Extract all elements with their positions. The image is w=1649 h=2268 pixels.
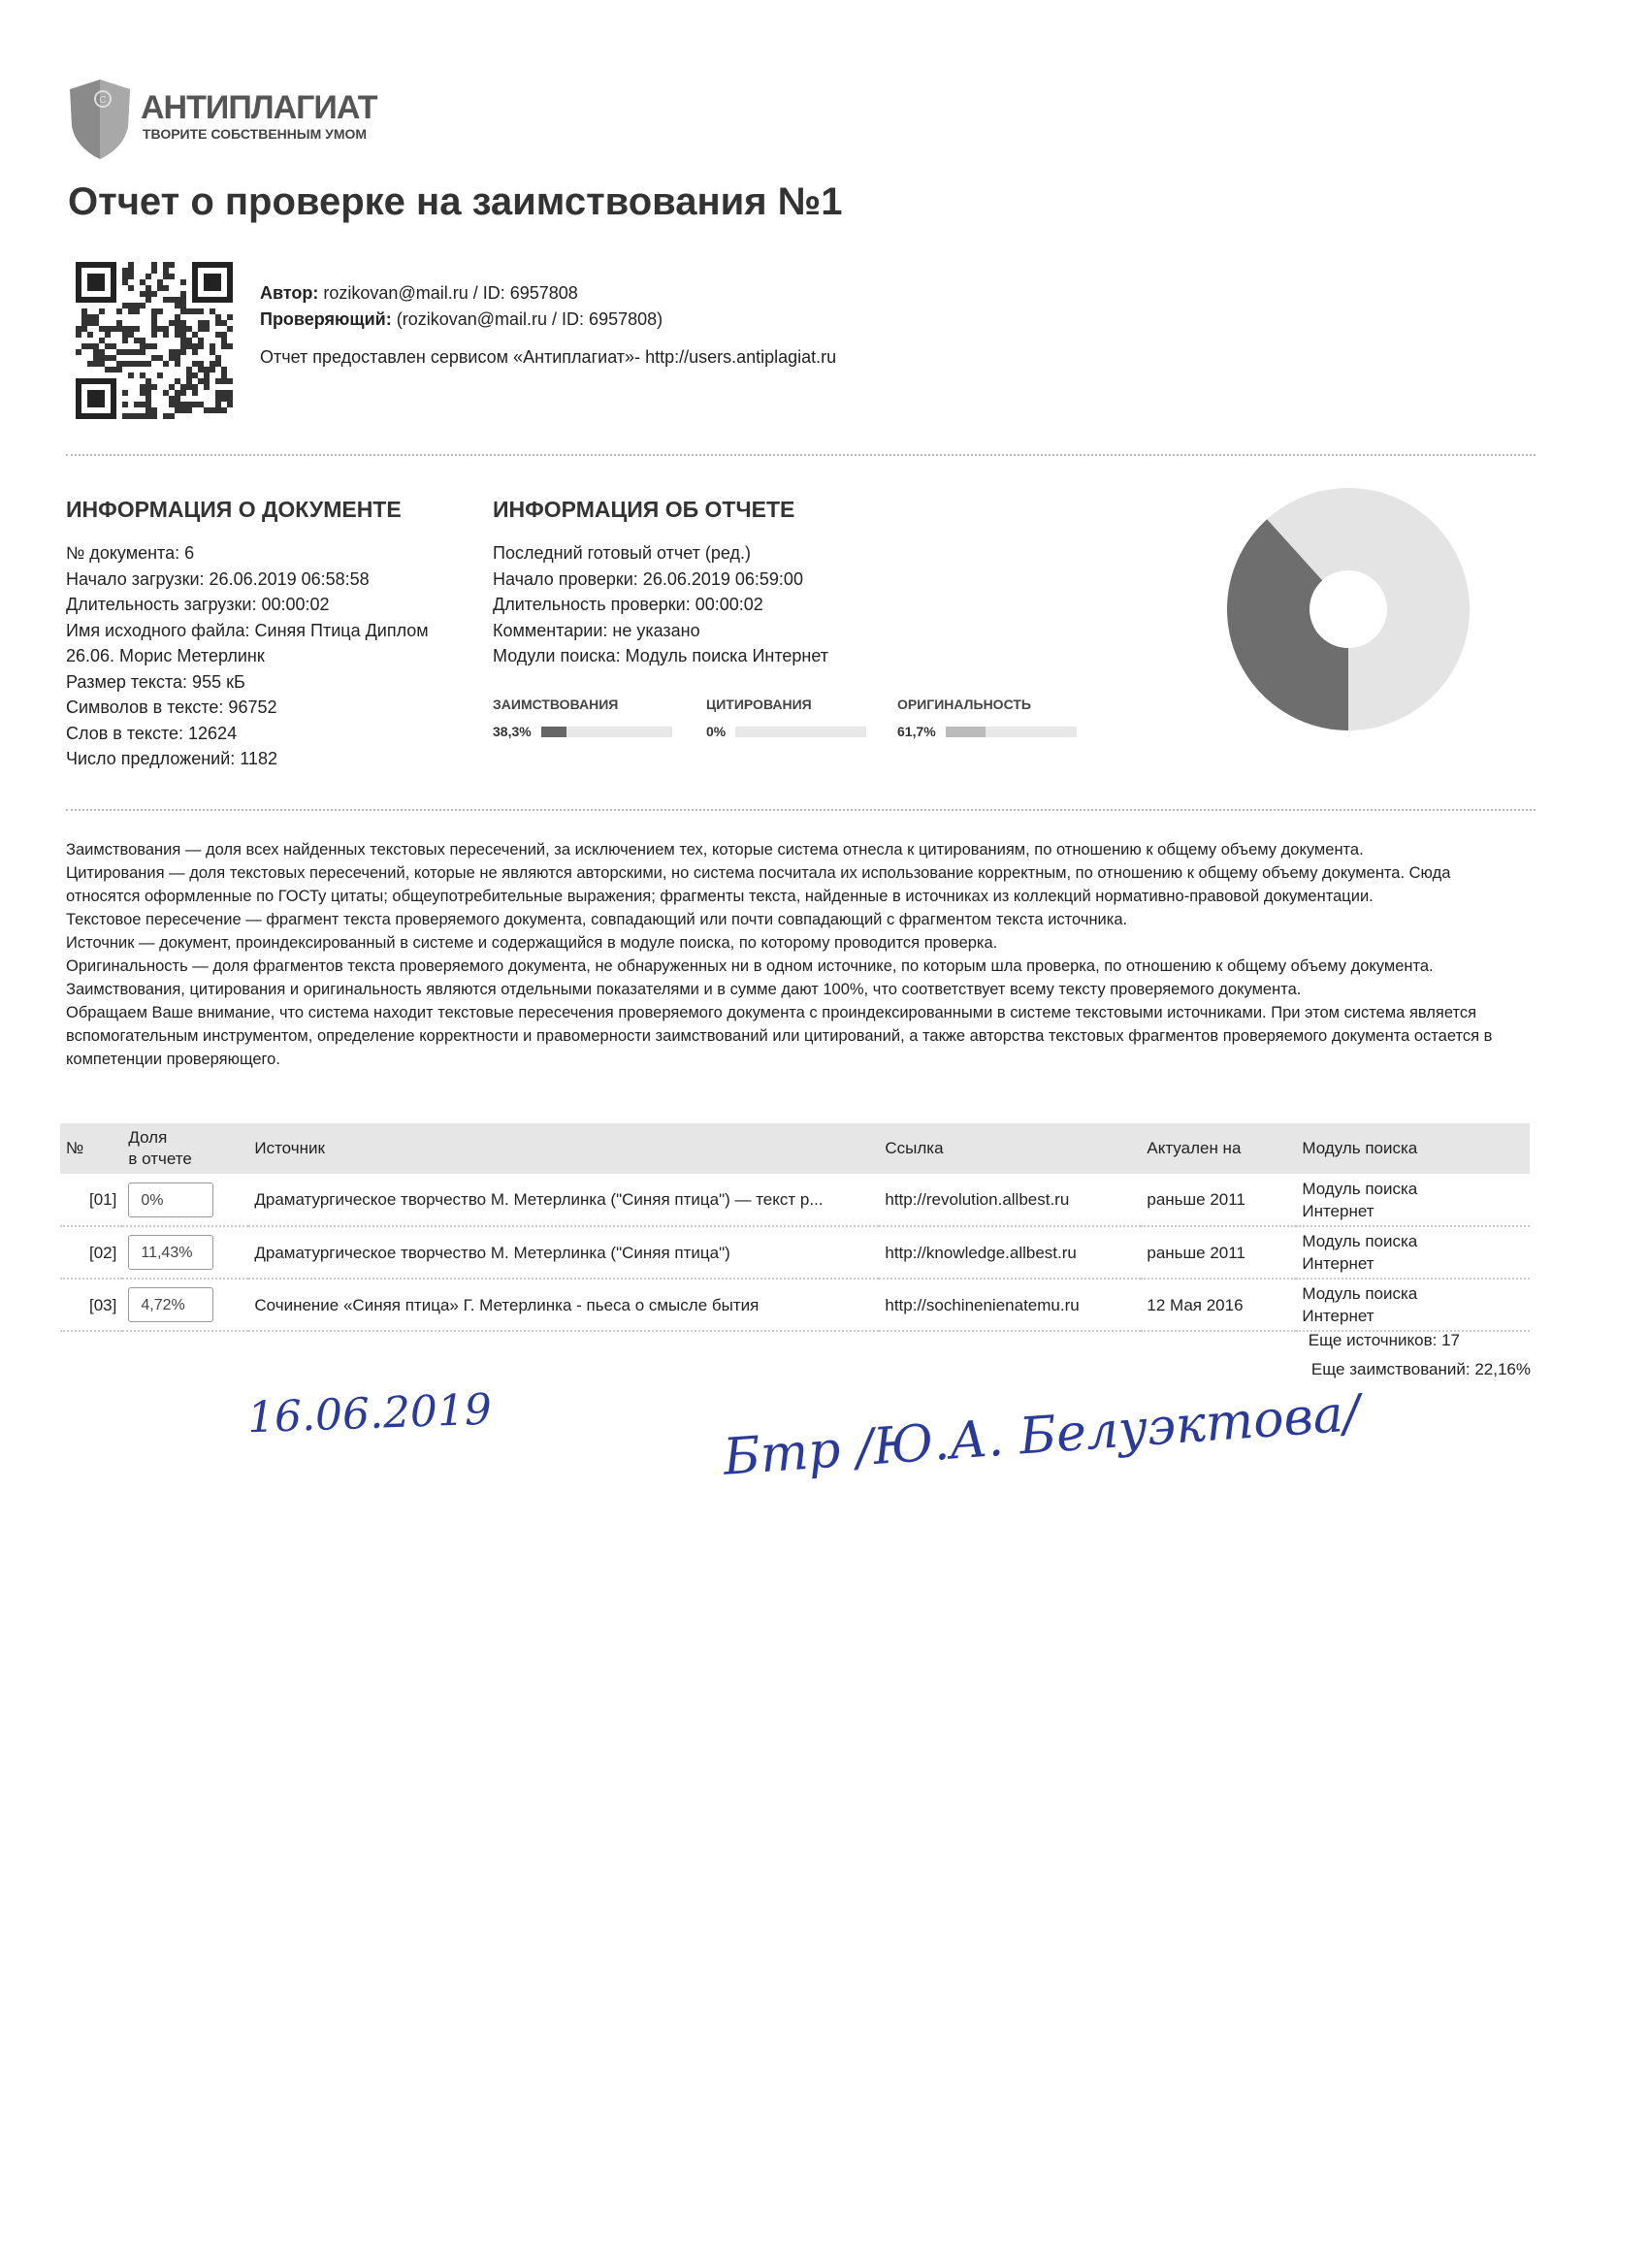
col-num: № <box>60 1123 122 1174</box>
divider <box>66 809 1536 811</box>
col-share-line1: Доля <box>128 1128 168 1147</box>
row-share: 4,72% <box>128 1287 213 1322</box>
pie-hole <box>1310 570 1387 648</box>
stat-originality <box>897 724 1077 739</box>
doc-info-list <box>66 540 429 772</box>
row-module <box>1296 1226 1530 1279</box>
author-id: / ID: 6957808 <box>468 283 578 303</box>
stat-borrowings <box>493 724 672 739</box>
service-text: Отчет предоставлен сервисом «Антиплагиат»- <box>260 347 646 367</box>
table-header <box>60 1123 1530 1174</box>
doc-info-line: Слов в тексте: 12624 <box>66 723 238 743</box>
service-line <box>260 347 836 368</box>
col-link: Ссылка <box>879 1123 1141 1174</box>
doc-info-heading: ИНФОРМАЦИЯ О ДОКУМЕНТЕ <box>66 497 402 522</box>
table-row[interactable] <box>60 1174 1530 1226</box>
row-module-line: Интернет <box>1302 1254 1374 1273</box>
stat-bar <box>735 727 866 737</box>
stat-label-borrowings: ЗАИМСТВОВАНИЯ <box>493 697 619 712</box>
row-source: Сочинение «Синяя птица» Г. Метерлинка - пьеса о смысле бытия <box>248 1279 879 1331</box>
row-share: 11,43% <box>128 1235 213 1270</box>
logo-tagline: ТВОРИТЕ СОБСТВЕННЫМ УМОМ <box>143 126 368 142</box>
stat-bar <box>541 727 672 737</box>
stat-label-citations: ЦИТИРОВАНИЯ <box>706 697 812 712</box>
service-link[interactable]: http://users.antiplagiat.ru <box>645 347 837 367</box>
page-title: Отчет о проверке на заимствования №1 <box>68 180 843 223</box>
col-date: Актуален на <box>1141 1123 1296 1174</box>
report-info-heading: ИНФОРМАЦИЯ ОБ ОТЧЕТЕ <box>493 497 795 522</box>
col-module: Модуль поиска <box>1296 1123 1530 1174</box>
stat-value: 38,3% <box>493 724 532 739</box>
report-info-list <box>493 540 828 669</box>
author-email-link[interactable]: rozikovan@mail.ru <box>323 283 469 303</box>
report-info-line: Начало проверки: 26.06.2019 06:59:00 <box>493 568 803 589</box>
col-share <box>122 1123 248 1174</box>
definition: Оригинальность — доля фрагментов текста проверяемого документа, не обнаруженных ни в одном источнике, по которым шла проверка, по отношению к общему объему документа. <box>66 957 1434 975</box>
doc-info-line: 26.06. Морис Метерлинк <box>66 646 265 665</box>
doc-info-line: Размер текста: 955 кБ <box>66 671 245 692</box>
definitions <box>66 838 1521 1071</box>
definition: Источник — документ, проиндексированный в системе и содержащийся в модуле поиска, по которому проводится проверка. <box>66 934 998 952</box>
stat-value: 61,7% <box>897 724 936 739</box>
stat-bar <box>946 727 1077 737</box>
row-link[interactable]: http://revolution.allbest.ru <box>879 1174 1141 1226</box>
row-module-line: Модуль поиска <box>1302 1284 1418 1303</box>
stat-citations <box>706 724 866 739</box>
doc-info-line: № документа: 6 <box>66 543 195 563</box>
row-source: Драматургическое творчество М. Метерлинка ("Синяя птица") — текст р... <box>248 1174 879 1226</box>
definition: Текстовое пересечение — фрагмент текста проверяемого документа, совпадающий или почти совпадающий с фрагментом текста источника. <box>66 911 1128 928</box>
row-module <box>1296 1174 1530 1226</box>
divider <box>66 454 1536 456</box>
doc-info-line: Начало загрузки: 26.06.2019 06:58:58 <box>66 568 370 589</box>
handwritten-signature: Бтр /Ю.А. Белуэктова/ <box>721 1384 1363 1487</box>
row-date: раньше 2011 <box>1141 1174 1296 1226</box>
shield-logo-icon <box>66 78 134 161</box>
row-source: Драматургическое творчество М. Метерлинка ("Синяя птица") <box>248 1226 879 1279</box>
checker-label: Проверяющий: <box>260 309 392 329</box>
stat-label-originality: ОРИГИНАЛЬНОСТЬ <box>897 697 1031 712</box>
more-borrowings: Еще заимствований: 22,16% <box>1310 1360 1531 1378</box>
report-info-line: Длительность проверки: 00:00:02 <box>493 595 763 614</box>
doc-info-line: Длительность загрузки: 00:00:02 <box>66 595 330 614</box>
row-num: [02] <box>60 1226 122 1279</box>
doc-info-line: Имя исходного файла: Синяя Птица Диплом <box>66 620 429 640</box>
logo-name: АНТИПЛАГИАТ <box>141 89 377 126</box>
doc-info-line: Символов в тексте: 96752 <box>66 697 277 717</box>
sources-table <box>60 1123 1530 1332</box>
definition: Обращаем Ваше внимание, что система находит текстовые пересечения проверяемого документа с проиндексированными в системе текстовыми источниками. При этом система является вспомогательным инструментом, определение корректности и правомерности заимствований или цитирований, а также авторства текстовых фрагментов проверяемого документа остается в компетенции проверяющего. <box>66 1004 1493 1068</box>
row-link[interactable]: http://sochinenienatemu.ru <box>879 1279 1141 1331</box>
checker-email-link[interactable]: rozikovan@mail.ru <box>402 309 548 329</box>
report-info-line: Последний готовый отчет (ред.) <box>493 543 752 563</box>
row-num: [01] <box>60 1174 122 1226</box>
table-row[interactable] <box>60 1279 1530 1331</box>
stat-bar-fill <box>946 727 986 737</box>
col-source: Источник <box>248 1123 879 1174</box>
row-date: раньше 2011 <box>1141 1226 1296 1279</box>
report-info-line: Модули поиска: Модуль поиска Интернет <box>493 646 829 665</box>
row-share: 0% <box>128 1183 213 1217</box>
author-line <box>260 283 578 304</box>
definition: Заимствования, цитирования и оригинальность являются отдельными показателями и в сумме дают 100%, что соответствует всему тексту проверяемого документа. <box>66 981 1302 998</box>
checker-line <box>260 309 663 330</box>
row-module-line: Интернет <box>1302 1201 1374 1220</box>
row-link[interactable]: http://knowledge.allbest.ru <box>879 1226 1141 1279</box>
row-date: 12 Мая 2016 <box>1141 1279 1296 1331</box>
definition: Цитирования — доля текстовых пересечений, которые не являются авторскими, но система посчитала их использование корректным, по отношению к общему объему документа. Сюда относятся оформленные по ГОСТу цитаты; общеупотребительные выражения; фрагменты текста, найденные в источниках из коллекций нормативно-правовой документации. <box>66 864 1451 905</box>
definition: Заимствования — доля всех найденных текстовых пересечений, за исключением тех, которые система отнесла к цитированиям, по отношению к общему объему документа. <box>66 841 1364 859</box>
row-module <box>1296 1279 1530 1331</box>
stat-value: 0% <box>706 724 727 739</box>
more-sources: Еще источников: 17 <box>1308 1331 1460 1349</box>
stat-bar-fill <box>541 727 566 737</box>
row-module-line: Модуль поиска <box>1302 1232 1418 1250</box>
checker-paren: ( <box>391 309 403 329</box>
originality-pie-chart <box>1224 485 1472 733</box>
col-share-line2: в отчете <box>128 1150 192 1168</box>
report-info-line: Комментарии: не указано <box>493 620 700 640</box>
row-num: [03] <box>60 1279 122 1331</box>
table-row[interactable] <box>60 1226 1530 1279</box>
svg-text:C: C <box>99 95 107 106</box>
handwritten-date: 16.06.2019 <box>246 1384 493 1443</box>
author-label: Автор: <box>260 283 319 303</box>
row-module-line: Модуль поиска <box>1302 1179 1418 1198</box>
checker-id: / ID: 6957808) <box>547 309 663 329</box>
row-module-line: Интернет <box>1302 1307 1374 1325</box>
doc-info-line: Число предложений: 1182 <box>66 749 277 768</box>
qr-code <box>76 262 233 419</box>
